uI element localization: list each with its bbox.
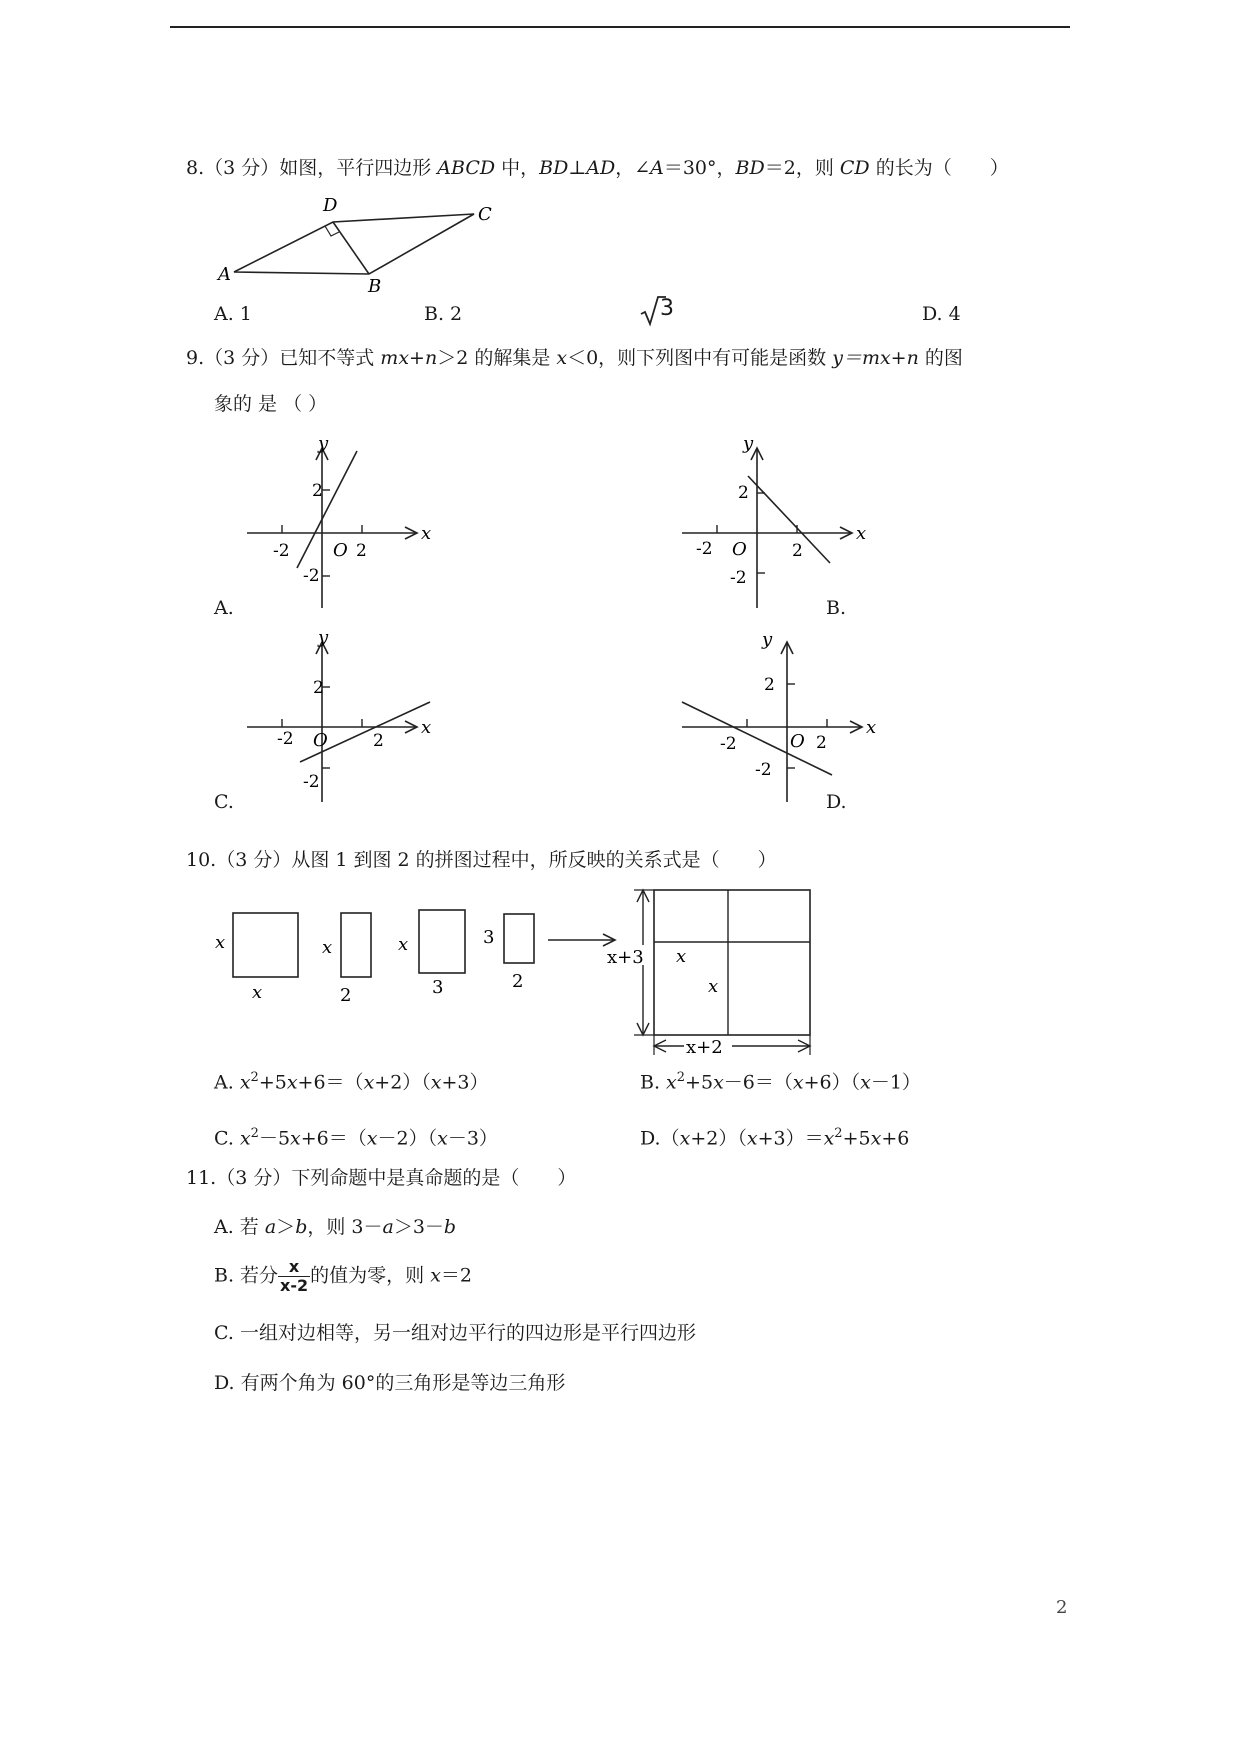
svg-text:2: 2 <box>792 541 803 561</box>
q11-option-b: B. 若分 $\frac{x}{x-2}$ 的值为零，则 x＝2 <box>214 1257 472 1295</box>
svg-text:3: 3 <box>483 927 495 948</box>
q10-option-b: B. $x^2+5x-6=(x+6)(x-1)$ <box>640 1070 921 1094</box>
q9-option-a: A. <box>214 597 234 619</box>
q10-label-x-plus-2: x+2 <box>686 1037 723 1058</box>
svg-text:2: 2 <box>313 678 324 698</box>
svg-text:y: y <box>743 433 754 454</box>
q9-graph-a <box>245 433 435 613</box>
svg-text:O: O <box>732 539 747 560</box>
q11-stem: 11.（3 分）下列命题中是真命题的是（ ） <box>186 1167 577 1189</box>
svg-text:2: 2 <box>340 985 352 1006</box>
svg-text:2: 2 <box>816 733 827 753</box>
q10-option-a: A. $x^2+5x+6=(x+2)(x+3)$ <box>214 1070 489 1094</box>
q8-option-d: D. 4 <box>922 303 961 325</box>
svg-text:O: O <box>790 731 805 752</box>
q8-label-A: A <box>218 264 231 285</box>
svg-text:-2: -2 <box>303 566 320 586</box>
q8-parallelogram-figure <box>210 190 510 297</box>
svg-text:x: x <box>322 937 333 958</box>
svg-text:-2: -2 <box>273 541 290 561</box>
svg-text:x: x <box>866 717 877 738</box>
svg-text:x: x <box>252 982 263 1003</box>
svg-text:x: x <box>421 523 432 544</box>
svg-text:x: x <box>421 717 432 738</box>
q8-label-D: D <box>323 195 338 216</box>
svg-text:x: x <box>856 523 867 544</box>
svg-text:3: 3 <box>432 977 444 998</box>
svg-text:x: x <box>398 934 409 955</box>
q10-label-x-plus-3: x+3 <box>607 947 644 968</box>
q8-option-a: A. 1 <box>214 303 252 325</box>
svg-text:y: y <box>318 627 329 648</box>
svg-text:-2: -2 <box>696 539 713 559</box>
svg-text:O: O <box>333 540 348 561</box>
svg-text:y: y <box>318 433 329 454</box>
q11-option-a: A. 若 a＞b，则 3－a＞3－b <box>214 1216 457 1238</box>
q9-graph-b <box>680 433 870 613</box>
svg-text:O: O <box>313 730 328 751</box>
q11-option-c: C. 一组对边相等，另一组对边平行的四边形是平行四边形 <box>214 1322 696 1344</box>
svg-text:y: y <box>762 629 773 650</box>
q9-option-c: C. <box>214 791 234 813</box>
header-rule <box>170 26 1070 28</box>
svg-text:2: 2 <box>738 483 749 503</box>
q9-graph-d <box>680 629 880 807</box>
page-number: 2 <box>1056 1597 1068 1618</box>
svg-text:2: 2 <box>512 971 524 992</box>
svg-text:-2: -2 <box>303 772 320 792</box>
svg-text:2: 2 <box>356 541 367 561</box>
q10-option-c: C. $x^2-5x+6=(x-2)(x-3)$ <box>214 1126 498 1150</box>
q9-stem-line1: 9.（3 分）已知不等式 mx+n＞2 的解集是 x＜0，则下列图中有可能是函数 y＝mx+n 的图 <box>186 347 963 369</box>
svg-text:-2: -2 <box>277 729 294 749</box>
q9-option-b: B. <box>826 597 847 619</box>
svg-text:x: x <box>215 932 226 953</box>
svg-text:-2: -2 <box>720 734 737 754</box>
q8-option-c-radicand: 3 <box>660 296 674 321</box>
svg-text:2: 2 <box>312 481 323 501</box>
svg-text:2: 2 <box>764 675 775 695</box>
svg-text:x: x <box>708 976 719 997</box>
q10-stem: 10.（3 分）从图 1 到图 2 的拼图过程中，所反映的关系式是（ ） <box>186 849 777 871</box>
q9-graph-c <box>245 627 435 807</box>
q8-label-C: C <box>478 204 492 225</box>
svg-text:-2: -2 <box>755 760 772 780</box>
svg-text:x: x <box>676 946 687 967</box>
svg-text:-2: -2 <box>730 568 747 588</box>
q10-option-d: $D.(x+2)(x+3)=x^2+5x+6$ <box>640 1126 910 1150</box>
q8-stem: 8.（3 分）如图，平行四边形 ABCD 中，BD⊥AD，∠A＝30°，BD＝2，则 CD 的长为（ ） <box>186 157 1009 179</box>
q8-label-B: B <box>368 276 382 297</box>
q9-stem-line2: 象的 是 （ ） <box>214 393 328 415</box>
q10-figure <box>210 880 770 1058</box>
svg-text:2: 2 <box>373 731 384 751</box>
q9-option-d: D. <box>826 791 847 813</box>
q11-option-d: D. 有两个角为 60°的三角形是等边三角形 <box>214 1372 566 1394</box>
q11-fraction: $\frac{x}{x-2}$ <box>280 1257 309 1295</box>
q8-option-b: B. 2 <box>424 303 463 325</box>
